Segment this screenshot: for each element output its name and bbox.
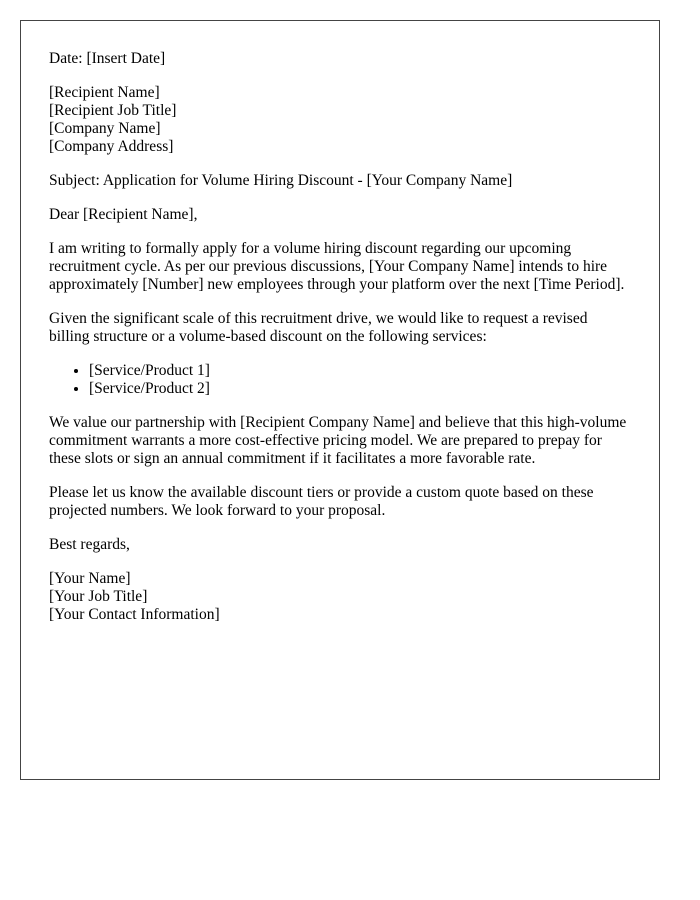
service-list-item: • [Service/Product 2]: [89, 380, 631, 398]
recipient-company-address: [Company Address]: [49, 138, 174, 155]
signature-job-title: [Your Job Title]: [49, 588, 148, 605]
body-paragraph-4: Please let us know the available discount tiers or provide a custom quote based on these projected numbers. We look forward to your proposal.: [49, 484, 594, 519]
services-list: [49, 362, 631, 398]
recipient-block: [49, 84, 631, 156]
letter-body: [49, 50, 631, 624]
recipient-company-name: [Company Name]: [49, 120, 161, 137]
body-paragraph-2: Given the significant scale of this recruitment drive, we would like to request a revised billing structure or a volume-based discount on the following services:: [49, 310, 588, 345]
letter-page: [20, 20, 660, 780]
body-paragraph-3: We value our partnership with [Recipient Company Name] and believe that this high-volume commitment warrants a more cost-effective pricing model. We are prepared to prepay for these slots or sign an annual commitment if it facilitates a more favorable rate.: [49, 414, 627, 467]
salutation: Dear [Recipient Name],: [49, 206, 198, 223]
subject-line: Subject: Application for Volume Hiring Discount - [Your Company Name]: [49, 172, 513, 189]
body-paragraph-1: I am writing to formally apply for a volume hiring discount regarding our upcoming recruitment cycle. As per our previous discussions, [Your Company Name] intends to hire approximately [Number] new employees through your platform over the next [Time Period].: [49, 240, 625, 293]
signature-contact: [Your Contact Information]: [49, 606, 220, 623]
recipient-name: [Recipient Name]: [49, 84, 160, 101]
service-list-item: • [Service/Product 1]: [89, 362, 631, 380]
signature-block: [49, 570, 631, 624]
signature-name: [Your Name]: [49, 570, 131, 587]
date-line: Date: [Insert Date]: [49, 50, 166, 67]
recipient-job-title: [Recipient Job Title]: [49, 102, 177, 119]
closing: Best regards,: [49, 536, 130, 553]
